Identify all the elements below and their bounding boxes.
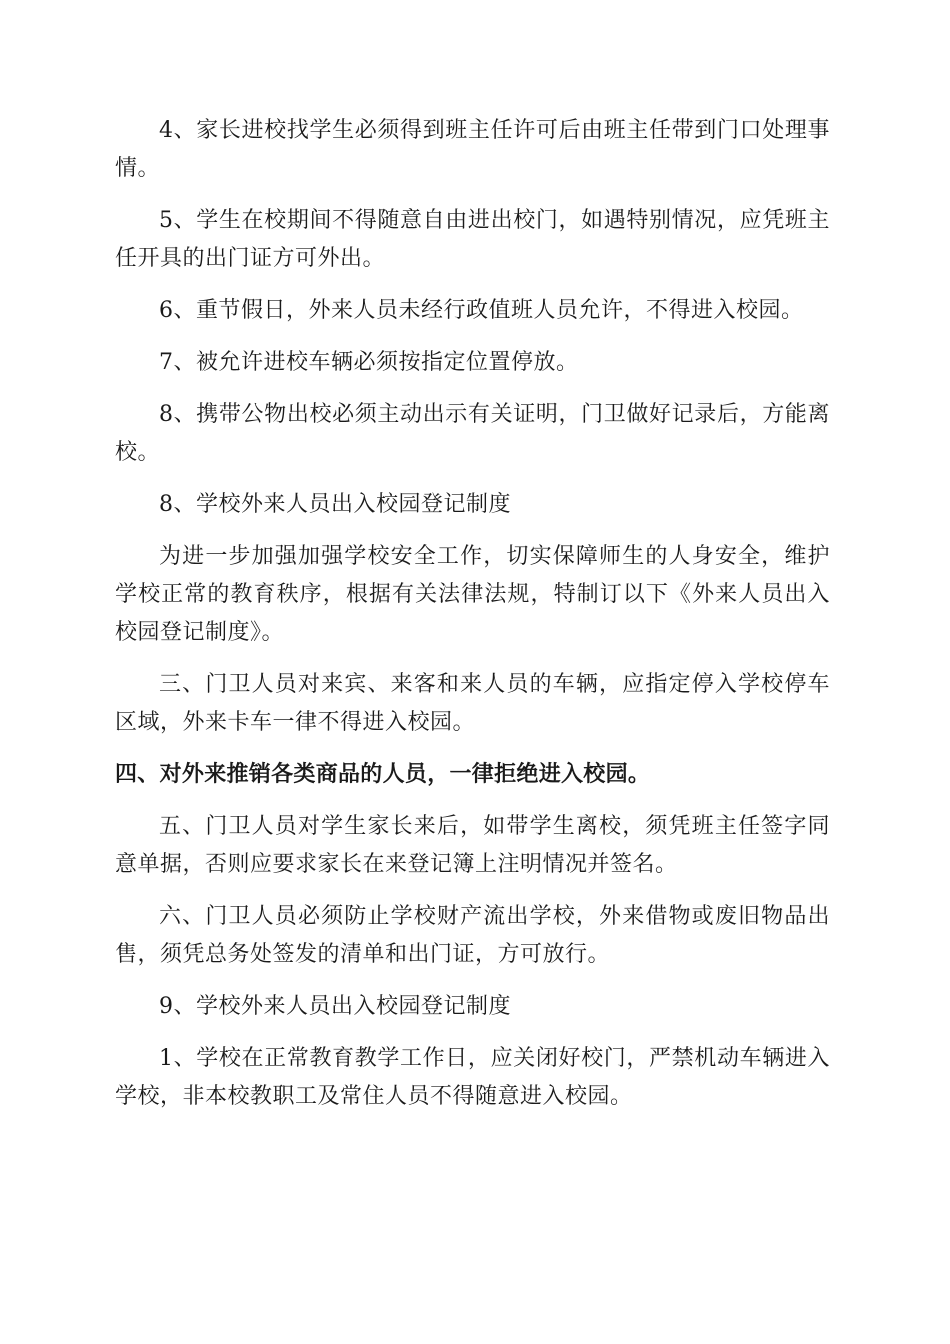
paragraph-rule-7: 7、被允许进校车辆必须按指定位置停放。 [159, 350, 579, 375]
section-heading-9: 9、学校外来人员出入校园登记制度 [159, 994, 511, 1019]
paragraph-rule-6: 6、重节假日，外来人员未经行政值班人员允许，不得进入校园。 [159, 298, 804, 323]
paragraph-item-6: 六、门卫人员必须防止学校财产流出学校，外来借物或废旧物品出售，须凭总务处签发的清单和出门证，方可放行。 [115, 904, 830, 967]
paragraph-rule-8: 8、携带公物出校必须主动出示有关证明，门卫做好记录后，方能离校。 [115, 402, 830, 465]
paragraph-item-4-bold: 四、对外来推销各类商品的人员，一律拒绝进入校园。 [115, 762, 651, 787]
section-heading-8: 8、学校外来人员出入校园登记制度 [159, 492, 511, 517]
paragraph-item-3: 三、门卫人员对来宾、来客和来人员的车辆，应指定停入学校停车区域，外来卡车一律不得进入校园。 [115, 672, 830, 735]
paragraph-rule-1: 1、学校在正常教育教学工作日，应关闭好校门，严禁机动车辆进入学校，非本校教职工及常住人员不得随意进入校园。 [115, 1046, 830, 1109]
paragraph-intro: 为进一步加强加强学校安全工作，切实保障师生的人身安全，维护学校正常的教育秩序，根据有关法律法规，特制订以下《外来人员出入校园登记制度》。 [115, 544, 830, 645]
paragraph-rule-4: 4、家长进校找学生必须得到班主任许可后由班主任带到门口处理事情。 [115, 118, 830, 181]
document-body [115, 112, 830, 1130]
paragraph-rule-5: 5、学生在校期间不得随意自由进出校门，如遇特别情况，应凭班主任开具的出门证方可外出。 [115, 208, 830, 271]
paragraph-item-5: 五、门卫人员对学生家长来后，如带学生离校，须凭班主任签字同意单据，否则应要求家长在来登记簿上注明情况并签名。 [115, 814, 830, 877]
